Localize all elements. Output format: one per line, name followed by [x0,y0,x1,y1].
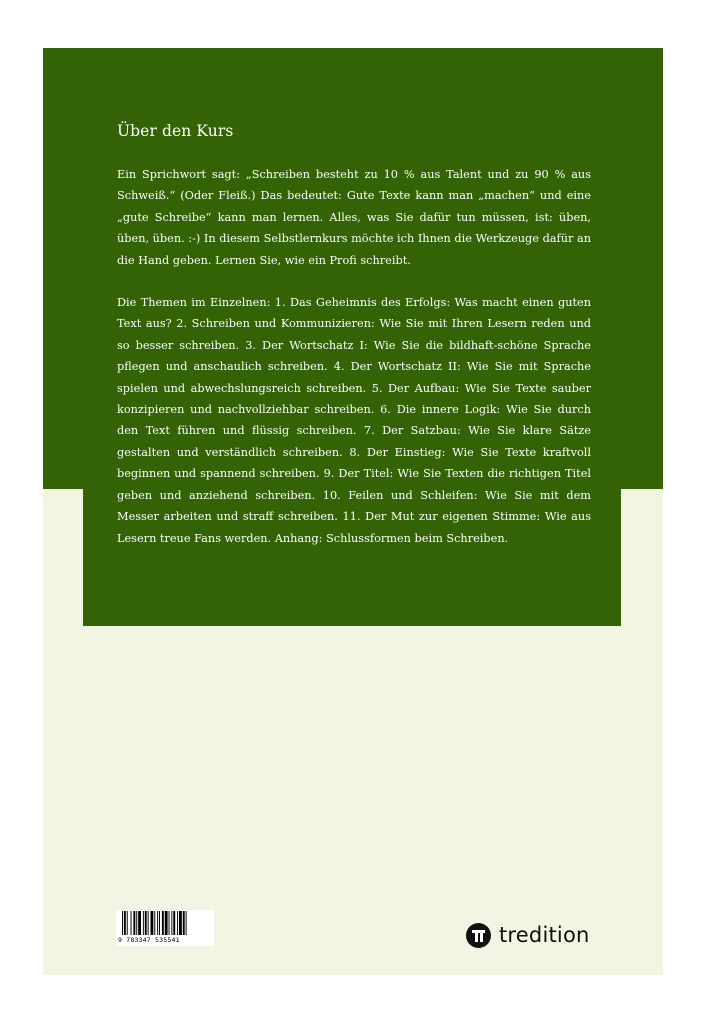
barcode-bar [173,911,175,935]
barcode-bar [159,911,160,935]
barcode-bar [165,911,168,935]
barcode-bars [116,910,214,937]
barcode-bar [151,911,154,935]
barcode-bar [145,911,147,935]
barcode-bar [177,911,178,935]
about-section [117,122,591,570]
barcode-bar [124,911,126,935]
topics-paragraph: Die Themen im Einzelnen: 1. Das Geheimnis des Erfolgs: Was macht einen guten Text aus? 2. Schreiben und Kommunizieren: Wie Sie mit Ihren Lesern reden und so besser schreiben. 3. Der Wortschatz I: Wie Sie die bildhaft-schöne Sprache pflegen und anschaulich schreiben. 4. Der Wortschatz II: Wie Sie mit Sprache spielen und abwechslungsreich schreiben. 5. Der Aufbau: Wie Sie Texte sauber konzipieren und nachvollziehbar schreiben. 6. Die innere Logik: Wie Sie durch den Text führen und flüssig schreiben. 7. Der Satzbau: Wie Sie klare Sätze gestalten und verständlich schreiben. 8. Der Einstieg: Wie Sie Texte kraftvoll beginnen und spannend schreiben. 9. Der Titel: Wie Sie Texten die richtigen Titel geben und anziehend schreiben. 10. Feilen und Schleifen: Wie Sie mit dem Messer arbeiten und straff schreiben. 11. Der Mut zur eigenen Stimme: Wie aus Lesern treue Fans werden. Anhang: Schlussformen beim Schreiben. [117,296,591,545]
tredition-logo-icon [466,923,491,948]
barcode-bar [157,911,158,935]
about-heading: Über den Kurs [117,122,234,140]
barcode-bar [127,911,128,935]
barcode-bar [162,911,164,935]
barcode-bar [183,911,185,935]
publisher-brand [466,920,590,950]
barcode-bar [136,911,137,935]
barcode-bar [148,911,149,935]
barcode-bar [133,911,135,935]
barcode-bar [169,911,170,935]
publisher-name: tredition [499,923,590,947]
barcode-bar [143,911,144,935]
isbn-digits: 9 783347 535541 [118,936,180,944]
barcode-bar [138,911,141,935]
barcode-bar [154,911,155,935]
barcode-bar [186,911,187,935]
barcode-bar [179,911,182,935]
barcode-bar [131,911,132,935]
isbn-barcode [116,910,214,946]
barcode-bar [171,911,172,935]
barcode-bar [122,911,123,935]
intro-paragraph: Ein Sprichwort sagt: „Schreiben besteht zu 10 % aus Talent und zu 90 % aus Schweiß.“ (Oder Fleiß.) Das bedeutet: Gute Texte kann man „machen“ und eine „gute Schreibe“ kann man lernen. Alles, was Sie dafür tun müssen, ist: üben, üben, üben. :-) In diesem Selbstlernkurs möchte ich Ihnen die Werkzeuge dafür an die Hand geben. Lernen Sie, wie ein Profi schreibt. [117,168,591,267]
